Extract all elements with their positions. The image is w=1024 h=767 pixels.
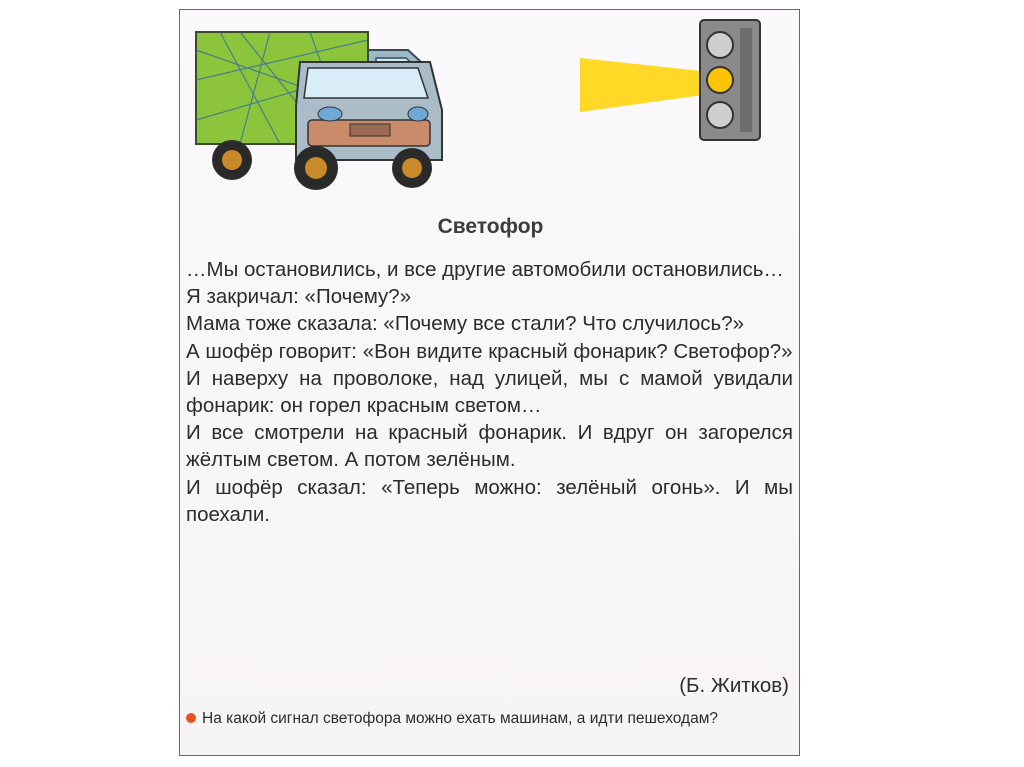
traffic-light-icon	[700, 20, 760, 140]
story-paragraph: А шофёр говорит: «Вон видите красный фонарик? Светофор?»	[186, 339, 793, 363]
story-author: (Б. Житков)	[679, 674, 789, 697]
textbook-page	[179, 9, 800, 756]
question-text: На какой сигнал светофора можно ехать машинам, а идти пешеходам?	[202, 710, 718, 727]
illustration	[180, 10, 800, 210]
truck-icon	[196, 32, 442, 190]
bullet-icon	[186, 713, 196, 723]
story-paragraph: …Мы остановились, и все другие автомобили остановились…	[186, 258, 784, 281]
story-paragraph: И все смотрели на красный фонарик. И вдруг он загорелся жёлтым светом. А потом зелёным.	[186, 421, 793, 472]
story-text	[186, 256, 793, 528]
story-paragraph: И шофёр сказал: «Теперь можно: зелёный огонь». И мы поехали.	[186, 475, 793, 526]
story-paragraph: И наверху на проволоке, над улицей, мы с мамой увидали фонарик: он горел красным светом…	[186, 366, 793, 418]
story-title: Светофор	[437, 215, 544, 238]
question	[184, 709, 784, 728]
light-beam-icon	[580, 58, 710, 112]
story-paragraph: Мама тоже сказала: «Почему все стали? Что случилось?»	[186, 312, 745, 336]
story-paragraph: Я закричал: «Почему?»	[186, 285, 412, 309]
